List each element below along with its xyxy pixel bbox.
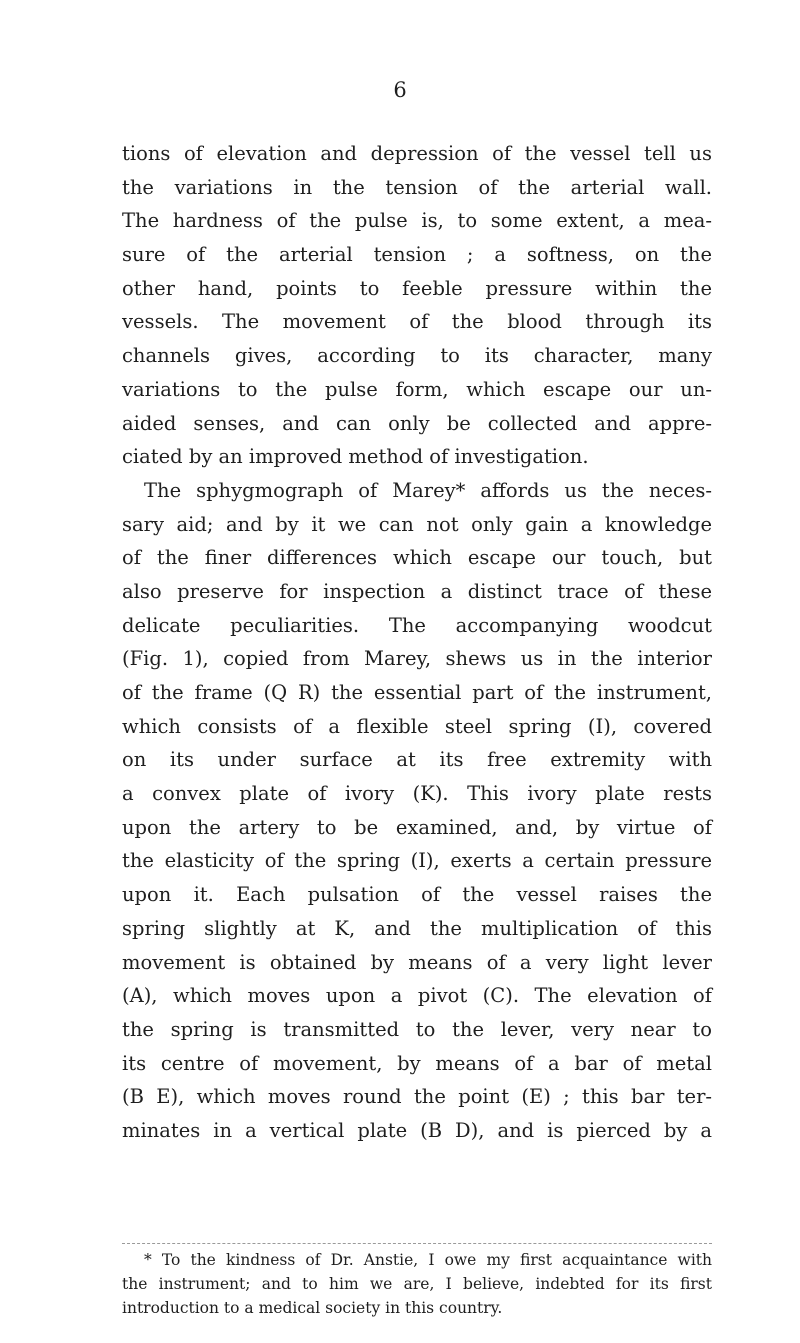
text-line: upon it. Each pulsation of the vessel raises the xyxy=(122,883,712,907)
footnote-line: introduction to a medical society in this country. xyxy=(122,1299,503,1317)
text-line: the spring is transmitted to the lever, very near to xyxy=(122,1017,712,1041)
text-line: spring slightly at K, and the multiplication of this xyxy=(122,916,712,940)
page-number: 6 xyxy=(393,78,407,102)
text-line: a convex plate of ivory (K). This ivory plate rests xyxy=(122,782,712,806)
text-line: The sphygmograph of Marey* affords us the neces- xyxy=(144,478,712,502)
text-line: the variations in the tension of the arterial wall. xyxy=(122,175,712,199)
text-line: aided senses, and can only be collected and appre- xyxy=(122,411,712,435)
footnote-line: the instrument; and to him we are, I believe, indebted for its first xyxy=(122,1275,712,1293)
text-line: on its under surface at its free extremity with xyxy=(122,748,712,772)
text-line: sure of the arterial tension ; a softness, on the xyxy=(122,243,712,267)
text-line: (Fig. 1), copied from Marey, shews us in the interior xyxy=(122,647,712,671)
footnote-line: * To the kindness of Dr. Anstie, I owe my first acquaintance with xyxy=(144,1251,712,1269)
text-line: which consists of a flexible steel spring (I), covered xyxy=(122,714,712,738)
text-line: The hardness of the pulse is, to some extent, a mea- xyxy=(122,209,712,233)
text-line: other hand, points to feeble pressure within the xyxy=(122,276,712,300)
text-line: upon the artery to be examined, and, by virtue of xyxy=(122,815,712,839)
text-line: its centre of movement, by means of a bar of metal xyxy=(122,1051,712,1075)
text-line: of the finer differences which escape our touch, but xyxy=(122,546,712,570)
text-line: (B E), which moves round the point (E) ; this bar ter- xyxy=(122,1085,712,1109)
footnote xyxy=(122,1248,712,1320)
footnote-divider xyxy=(122,1243,712,1244)
text-line: ciated by an improved method of investigation. xyxy=(122,445,589,469)
body-text xyxy=(122,137,712,1148)
text-line: also preserve for inspection a distinct trace of these xyxy=(122,579,712,603)
text-line: delicate peculiarities. The accompanying woodcut xyxy=(122,613,712,637)
text-line: movement is obtained by means of a very light lever xyxy=(122,950,712,974)
text-line: sary aid; and by it we can not only gain a knowledge xyxy=(122,512,712,536)
text-line: the elasticity of the spring (I), exerts a certain pressure xyxy=(122,849,712,873)
text-line: tions of elevation and depression of the vessel tell us xyxy=(122,142,712,165)
text-line: minates in a vertical plate (B D), and is pierced by a xyxy=(122,1118,712,1142)
text-line: channels gives, according to its character, many xyxy=(122,344,712,368)
text-line: (A), which moves upon a pivot (C). The elevation of xyxy=(122,984,712,1008)
text-line: vessels. The movement of the blood through its xyxy=(122,310,712,334)
text-line: of the frame (Q R) the essential part of the instrument, xyxy=(122,681,712,704)
text-line: variations to the pulse form, which escape our un- xyxy=(122,377,712,401)
